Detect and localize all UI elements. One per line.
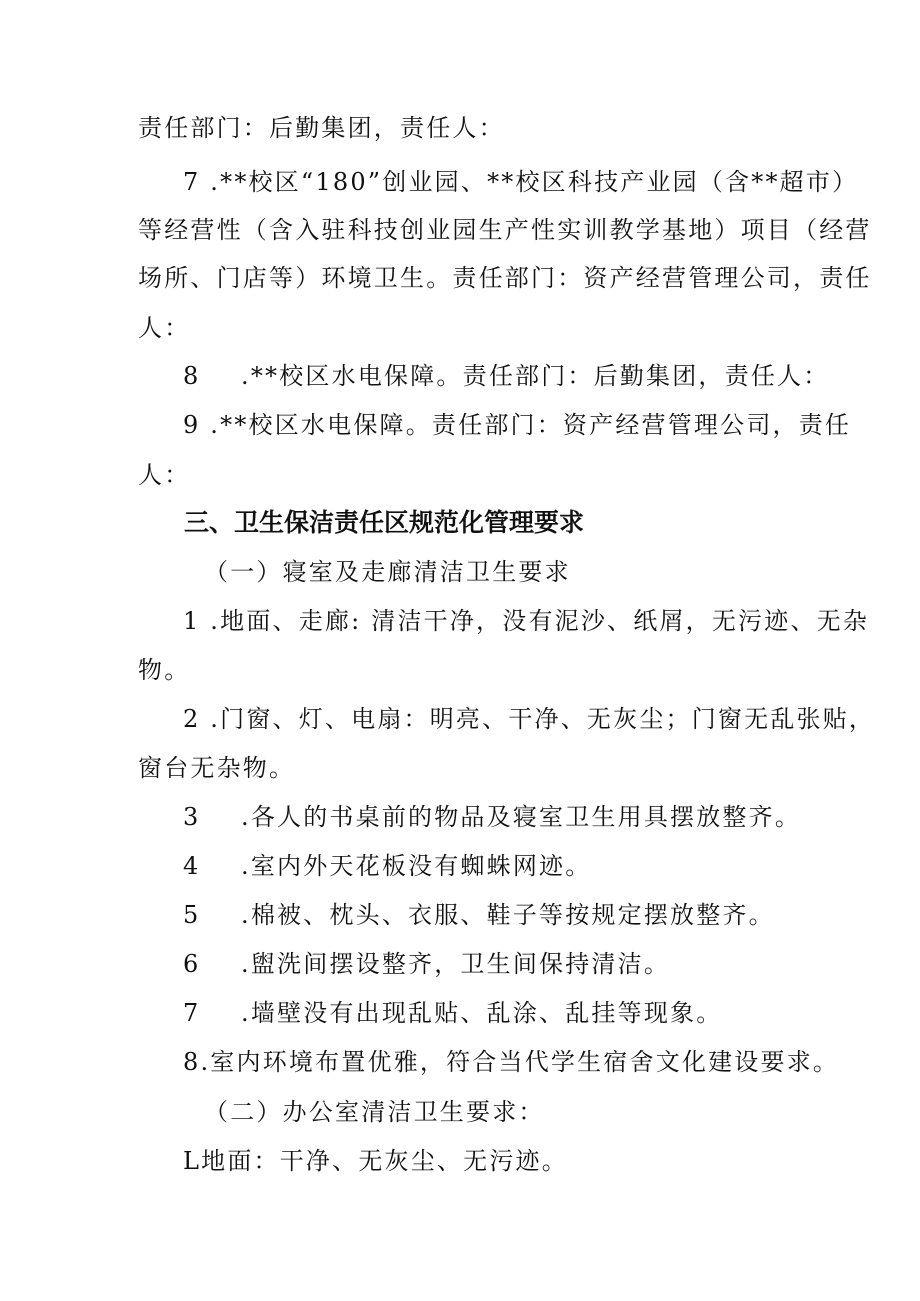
item-number: 3 (183, 803, 201, 831)
req-1-line-2: 物。 (138, 656, 191, 684)
item-7-line-3: 场所、门店等）环境卫生。责任部门：资产经营管理公司，责任 (138, 264, 872, 292)
req-6-line (183, 948, 670, 980)
item-7-line-1: 7 .**校区“180”创业园、**校区科技产业园（含**超市） (183, 168, 859, 196)
subsection-heading-2: （二）办公室清洁卫生要求： (204, 1098, 545, 1126)
item-9-line-2: 人： (138, 461, 191, 489)
item-8-line (183, 360, 829, 392)
item-number: 6 (183, 950, 201, 978)
item-number: 4 (183, 852, 201, 880)
item-number: 7 (183, 999, 201, 1027)
paragraph-line: 责任部门：后勤集团，责任人： (138, 114, 505, 142)
req-1-line-1: 1 .地面、走廊: 清洁干净，没有泥沙、纸屑，无污迹、无杂 (183, 607, 870, 635)
item-text: .室内外天花板没有蜘蛛网迹。 (241, 852, 592, 880)
req-7-line (183, 997, 722, 1029)
item-text: .**校区水电保障。责任部门：后勤集团，责任人： (241, 362, 830, 390)
item-7-line-2: 等经营性（含入驻科技创业园生产性实训教学基地）项目（经营 (138, 216, 872, 244)
req-8-line: 8.室内环境布置优雅，符合当代学生宿舍文化建设要求。 (183, 1048, 840, 1076)
req-2-line-2: 窗台无杂物。 (138, 754, 296, 782)
item-9-line-1: 9 .**校区水电保障。责任部门：资产经营管理公司，责任 (183, 411, 852, 439)
req-4-line (183, 850, 591, 882)
item-text: .棉被、枕头、衣服、鞋子等按规定摆放整齐。 (241, 901, 775, 929)
item-text: .各人的书桌前的物品及寝室卫生用具摆放整齐。 (241, 803, 802, 831)
req-2-line-1: 2 .门窗、灯、电扇：明亮、干净、无灰尘；门窗无乱张贴， (183, 705, 876, 733)
item-text: .盥洗间摆设整齐，卫生间保持清洁。 (241, 950, 671, 978)
item-text: .墙壁没有出现乱贴、乱涂、乱挂等现象。 (241, 999, 723, 1027)
subsection-heading-1: （一）寝室及走廊清洁卫生要求 (204, 558, 571, 586)
section-heading: 三、卫生保洁责任区规范化管理要求 (184, 508, 585, 537)
item-number: 5 (183, 901, 201, 929)
office-req-1-line: L地面：干净、无灰尘、无污迹。 (183, 1147, 568, 1175)
req-5-line (183, 899, 775, 931)
item-7-line-4: 人： (138, 314, 191, 342)
item-number: 8 (183, 362, 201, 390)
req-3-line (183, 801, 801, 833)
